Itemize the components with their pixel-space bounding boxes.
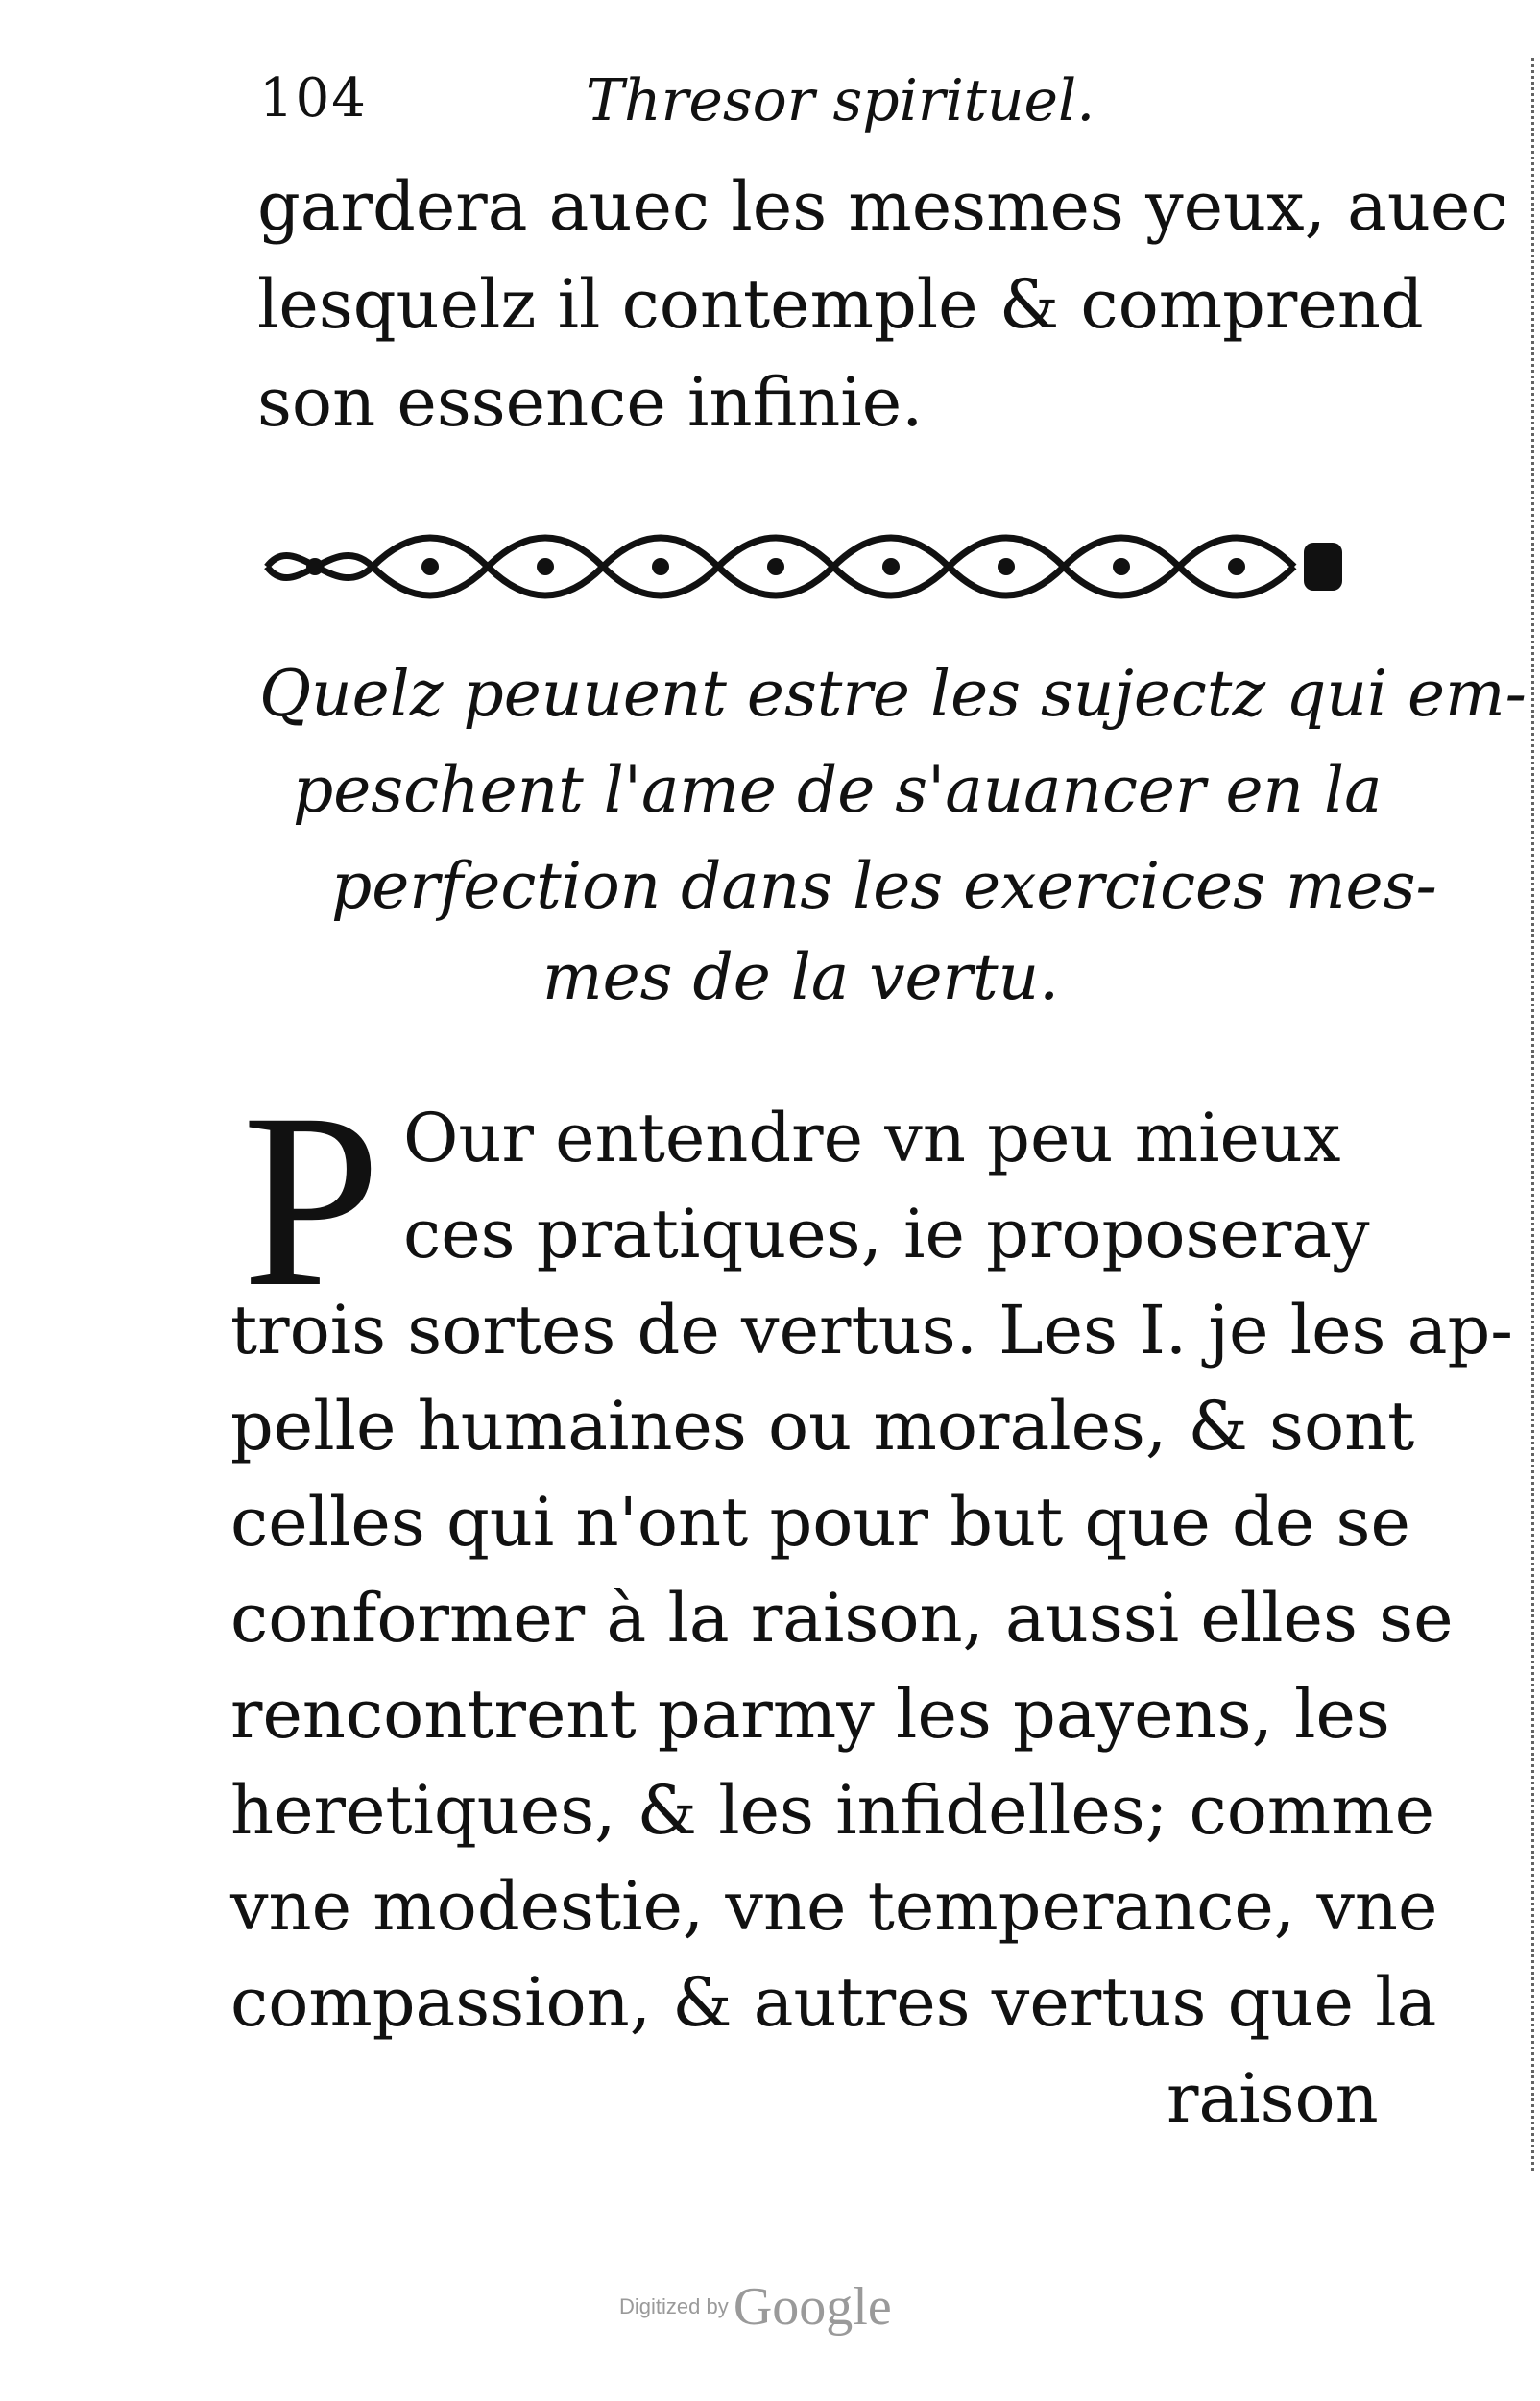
page-edge-shadow (1508, 58, 1534, 2171)
heading-line: mes de la vertu. (542, 940, 1060, 1014)
text-line: gardera auec les mesmes yeux, auec (257, 167, 1508, 246)
text-line: son essence infinie. (257, 363, 924, 442)
digitized-by-watermark (619, 2276, 892, 2338)
page-number: 104 (259, 67, 368, 130)
drop-cap: P (242, 1062, 381, 1339)
text-line: heretiques, & les infidelles; comme (230, 1771, 1435, 1850)
running-header (259, 67, 1344, 144)
text-line: celles qui n'ont pour but que de se (230, 1483, 1410, 1562)
text-line: rencontrent parmy les payens, les (230, 1675, 1390, 1754)
text-line: lesquelz il contemple & comprend (257, 265, 1424, 344)
heading-line: Quelz peuuent estre les sujectz qui em- (259, 657, 1527, 731)
heading-line: peschent l'ame de s'auancer en la (293, 753, 1383, 827)
text-line: compassion, & autres vertus que la (230, 1963, 1437, 2042)
google-logo: Google (733, 2277, 892, 2337)
text-line: vne modestie, vne temperance, vne (230, 1867, 1438, 1946)
running-title: Thresor spirituel. (586, 67, 1095, 134)
text-line: pelle humaines ou morales, & sont (230, 1387, 1415, 1466)
text-line: Our entendre vn peu mieux (403, 1099, 1341, 1177)
fleuron-ornament-band (257, 523, 1352, 610)
text-line: conformer à la raison, aussi elles se (230, 1579, 1454, 1658)
text-line: trois sortes de vertus. Les I. je les ap- (230, 1291, 1513, 1370)
heading-line: perfection dans les exercices mes- (331, 849, 1437, 923)
text-line: ces pratiques, ie proposeray (403, 1195, 1370, 1273)
catchword: raison (1167, 2059, 1379, 2138)
digitized-label: Digitized by (619, 2294, 729, 2318)
